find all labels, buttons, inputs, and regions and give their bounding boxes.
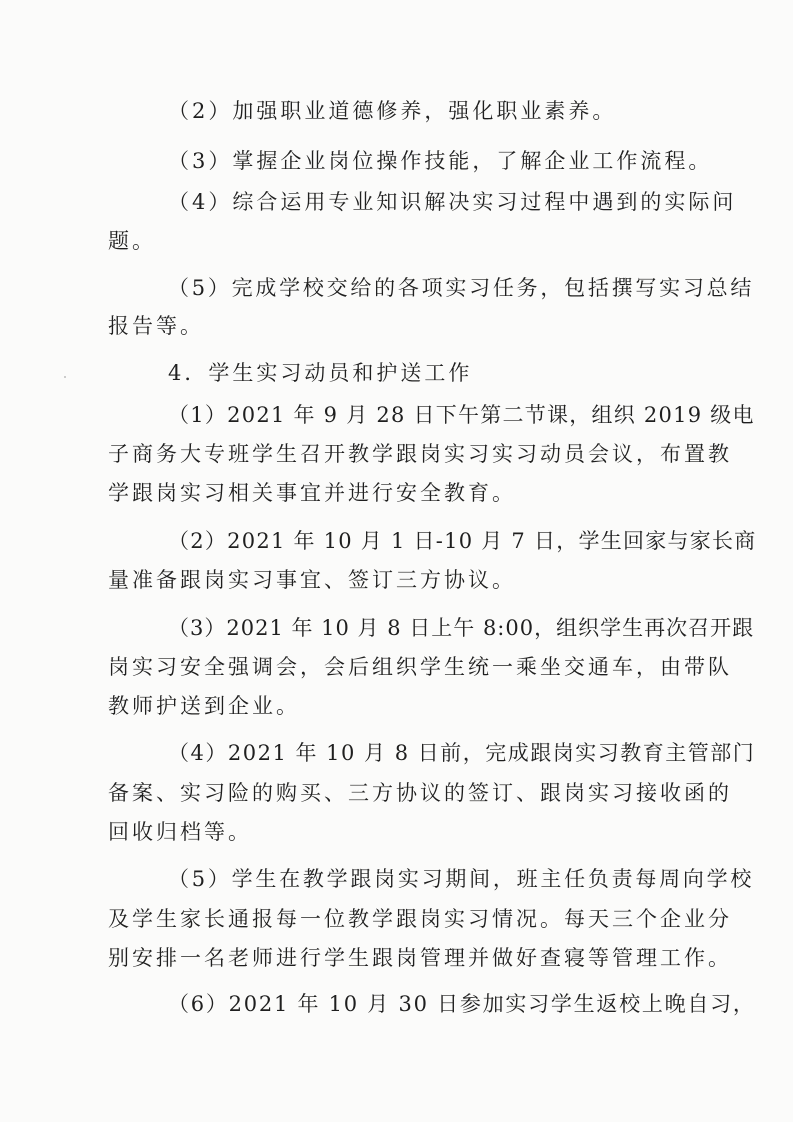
paragraph-line: （1）2021 年 9 月 28 日下午第二节课，组织 2019 级电 <box>168 403 755 427</box>
paragraph-line: 别安排一名老师进行学生跟岗管理并做好查寝等管理工作。 <box>108 946 732 970</box>
section-heading: 4．学生实习动员和护送工作 <box>168 361 473 385</box>
paragraph-line: 子商务大专班学生召开教学跟岗实习实习动员会议，布置教 <box>108 442 732 466</box>
paragraph-line: （2）2021 年 10 月 1 日-10 月 7 日，学生回家与家长商 <box>168 529 757 553</box>
paragraph-line: （6）2021 年 10 月 30 日参加实习学生返校上晚自习， <box>168 992 756 1016</box>
paragraph-line: （3）2021 年 10 月 8 日上午 8:00，组织学生再次召开跟 <box>168 616 755 640</box>
paragraph-line: （5）完成学校交给的各项实习任务，包括撰写实习总结 <box>168 276 755 300</box>
scan-speck <box>64 376 66 378</box>
paragraph-line: 量准备跟岗实习事宜、签订三方协议。 <box>108 568 516 592</box>
paragraph-line: 教师护送到企业。 <box>108 694 300 718</box>
paragraph-line: （2）加强职业道德修养，强化职业素养。 <box>168 99 617 123</box>
paragraph-line: 备案、实习险的购买、三方协议的签订、跟岗实习接收函的 <box>108 781 732 805</box>
paragraph-line: （5）学生在教学跟岗实习期间，班主任负责每周向学校 <box>168 867 755 891</box>
paragraph-line: 及学生家长通报每一位教学跟岗实习情况。每天三个企业分 <box>108 907 732 931</box>
paragraph-line: （3）掌握企业岗位操作技能，了解企业工作流程。 <box>168 149 713 173</box>
paragraph-line: 学跟岗实习相关事宜并进行安全教育。 <box>108 481 516 505</box>
paragraph-line: （4）综合运用专业知识解决实习过程中遇到的实际问 <box>168 190 737 214</box>
paragraph-line: 报告等。 <box>108 314 204 338</box>
paragraph-line: 岗实习安全强调会，会后组织学生统一乘坐交通车，由带队 <box>108 655 732 679</box>
paragraph-line: 回收归档等。 <box>108 820 252 844</box>
paragraph-line: 题。 <box>108 229 156 253</box>
paragraph-line: （4）2021 年 10 月 8 日前，完成跟岗实习教育主管部门 <box>168 741 756 765</box>
